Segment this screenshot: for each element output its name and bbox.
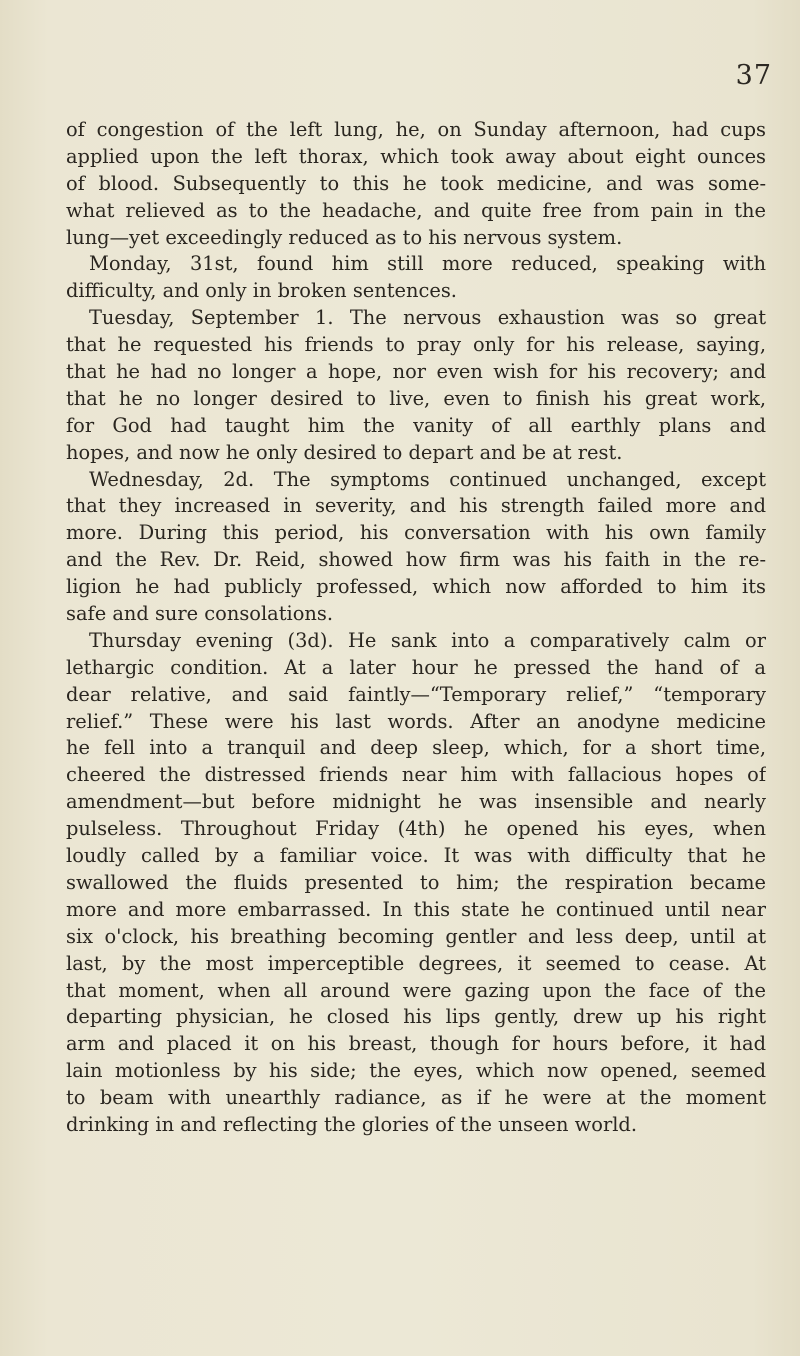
text-line: and the Rev. Dr. Reid, showed how firm was his faith in the re- [66,548,766,572]
text-line: more. During this period, his conversation with his own family [66,521,766,545]
text-line: applied upon the left thorax, which took away about eight ounces [66,144,766,168]
text-line: Wednesday, 2d. The symptoms continued unchanged, except [89,467,766,491]
text-line: that he no longer desired to live, even to finish his great work, [66,386,766,410]
text-line: that he had no longer a hope, nor even wish for his recovery; and [66,360,766,384]
text-line: that they increased in severity, and his strength failed more and [66,494,766,518]
text-line: that moment, when all around were gazing upon the face of the [66,978,766,1002]
text-line: Tuesday, September 1. The nervous exhaustion was so great [89,306,766,330]
text-line: last, by the most imperceptible degrees, it seemed to cease. At [66,951,766,975]
text-line: for God had taught him the vanity of all earthly plans and [66,413,766,437]
text-line: dear relative, and said faintly—“Temporary relief,” “temporary [66,682,766,706]
text-line: six o'clock, his breathing becoming gentler and less deep, until at [66,924,766,948]
page-number: 37 [735,60,772,91]
text-line: relief.” These were his last words. After an anodyne medicine [66,709,766,733]
text-line: Thursday evening (3d). He sank into a comparatively calm or [89,628,766,652]
text-line: that he requested his friends to pray only for his release, saying, [66,333,766,357]
text-line: arm and placed it on his breast, though for hours before, it had [66,1032,766,1056]
text-line: ligion he had publicly professed, which now afforded to him its [66,575,766,599]
text-line: what relieved as to the headache, and quite free from pain in the [66,198,766,222]
text-line: drinking in and reflecting the glories of the unseen world. [66,1112,637,1136]
text-line: lethargic condition. At a later hour he pressed the hand of a [66,655,766,679]
text-line: to beam with unearthly radiance, as if he were at the moment [66,1086,766,1110]
text-line: cheered the distressed friends near him with fallacious hopes of [66,763,766,787]
text-line: difficulty, and only in broken sentences. [66,279,457,303]
text-line: loudly called by a familiar voice. It was with difficulty that he [66,844,766,868]
text-line: safe and sure consolations. [66,602,333,626]
text-line: more and more embarrassed. In this state he continued until near [66,897,766,921]
body-text [66,117,766,1139]
text-line: pulseless. Throughout Friday (4th) he opened his eyes, when [66,817,766,841]
text-line: of congestion of the left lung, he, on Sunday afternoon, had cups [66,118,766,141]
text-line: swallowed the fluids presented to him; the respiration became [66,870,766,894]
text-line: of blood. Subsequently to this he took medicine, and was some- [66,171,766,195]
text-line: he fell into a tranquil and deep sleep, which, for a short time, [66,736,766,760]
text-line: Monday, 31st, found him still more reduced, speaking with [89,252,766,276]
text-line: amendment—but before midnight he was insensible and nearly [66,790,766,814]
text-line: departing physician, he closed his lips gently, drew up his right [66,1005,766,1029]
text-line: hopes, and now he only desired to depart and be at rest. [66,440,623,464]
text-line: lung—yet exceedingly reduced as to his nervous system. [66,225,623,249]
text-line: lain motionless by his side; the eyes, which now opened, seemed [66,1059,766,1083]
